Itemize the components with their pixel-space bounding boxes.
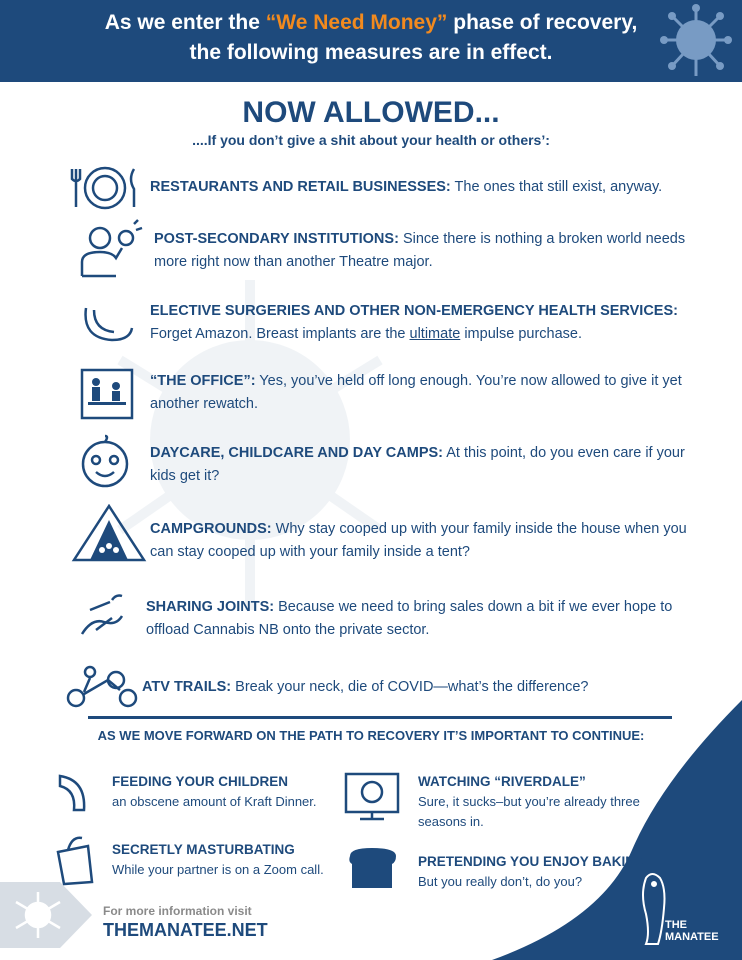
continue-item-riverdale: WATCHING “RIVERDALE” Sure, it sucks–but you’re already three seasons in.	[418, 774, 640, 829]
allowed-item-sharing-joints: SHARING JOINTS: Because we need to bring sales down a bit if we ever hope to offload Cannabis NB onto the private sector.	[146, 599, 673, 638]
continue-item-baking: PRETENDING YOU ENJOY BAKING But you really don’t, do you?	[418, 854, 646, 889]
more-info-text: For more information visit	[103, 904, 252, 918]
page-subtitle: ....If you don’t give a shit about your health or others’:	[192, 132, 550, 148]
allowed-item-restaurants: RESTAURANTS AND RETAIL BUSINESSES: The ones that still exist, anyway.	[150, 179, 663, 195]
actor-skull-icon	[78, 218, 144, 278]
atv-crash-icon	[62, 658, 142, 712]
brand-name: THE MANATEE	[665, 919, 719, 943]
breast-implant-icon	[80, 300, 136, 346]
tissue-box-icon	[50, 834, 98, 886]
allowed-item-the-office: “THE OFFICE”: Yes, you’ve held off long enough. You’re now allowed to give it yet another rewatch.	[150, 373, 682, 412]
allowed-item-post-secondary: POST-SECONDARY INSTITUTIONS: Since there is nothing a broken world needs more right now than another Theatre major.	[154, 231, 686, 270]
allowed-item-daycare: DAYCARE, CHILDCARE AND DAY CAMPS: At this point, do you even care if your kids get it?	[150, 445, 685, 484]
continue-heading: AS WE MOVE FORWARD ON THE PATH TO RECOVERY IT’S IMPORTANT TO CONTINUE:	[97, 728, 645, 743]
joint-hand-icon	[78, 590, 130, 640]
continue-item-feeding: FEEDING YOUR CHILDREN an obscene amount of Kraft Dinner.	[112, 774, 317, 809]
macaroni-icon	[52, 772, 92, 814]
continue-item-secretly: SECRETLY MASTURBATING While your partner is on a Zoom call.	[112, 842, 324, 877]
tent-icon	[70, 504, 148, 562]
page-title: NOW ALLOWED...	[242, 96, 500, 129]
virus-icon	[654, 4, 734, 80]
header-line-2: the following measures are in effect.	[189, 41, 553, 64]
tv-icon	[344, 772, 400, 822]
plate-fork-knife-icon	[70, 165, 140, 211]
header-line-1: As we enter the “We Need Money” phase of recovery,	[104, 11, 638, 34]
header-banner	[0, 0, 742, 82]
website-link[interactable]: THEMANATEE.NET	[103, 920, 268, 940]
allowed-item-campgrounds: CAMPGROUNDS: Why stay cooped up with your family inside the house when you can stay cooped up with your family inside a tent?	[150, 521, 687, 560]
allowed-item-atv-trails: ATV TRAILS: Break your neck, die of COVID—what’s the difference?	[142, 679, 589, 695]
bread-icon	[344, 846, 402, 890]
header-highlight: “We Need Money”	[265, 11, 448, 34]
office-icon	[80, 368, 134, 420]
footer-virus-badge	[0, 882, 92, 948]
baby-face-icon	[78, 434, 132, 490]
allowed-item-elective-surgeries: ELECTIVE SURGERIES AND OTHER NON-EMERGENCY HEALTH SERVICES: Forget Amazon. Breast implants are the ultimate impulse purchase.	[150, 303, 678, 342]
